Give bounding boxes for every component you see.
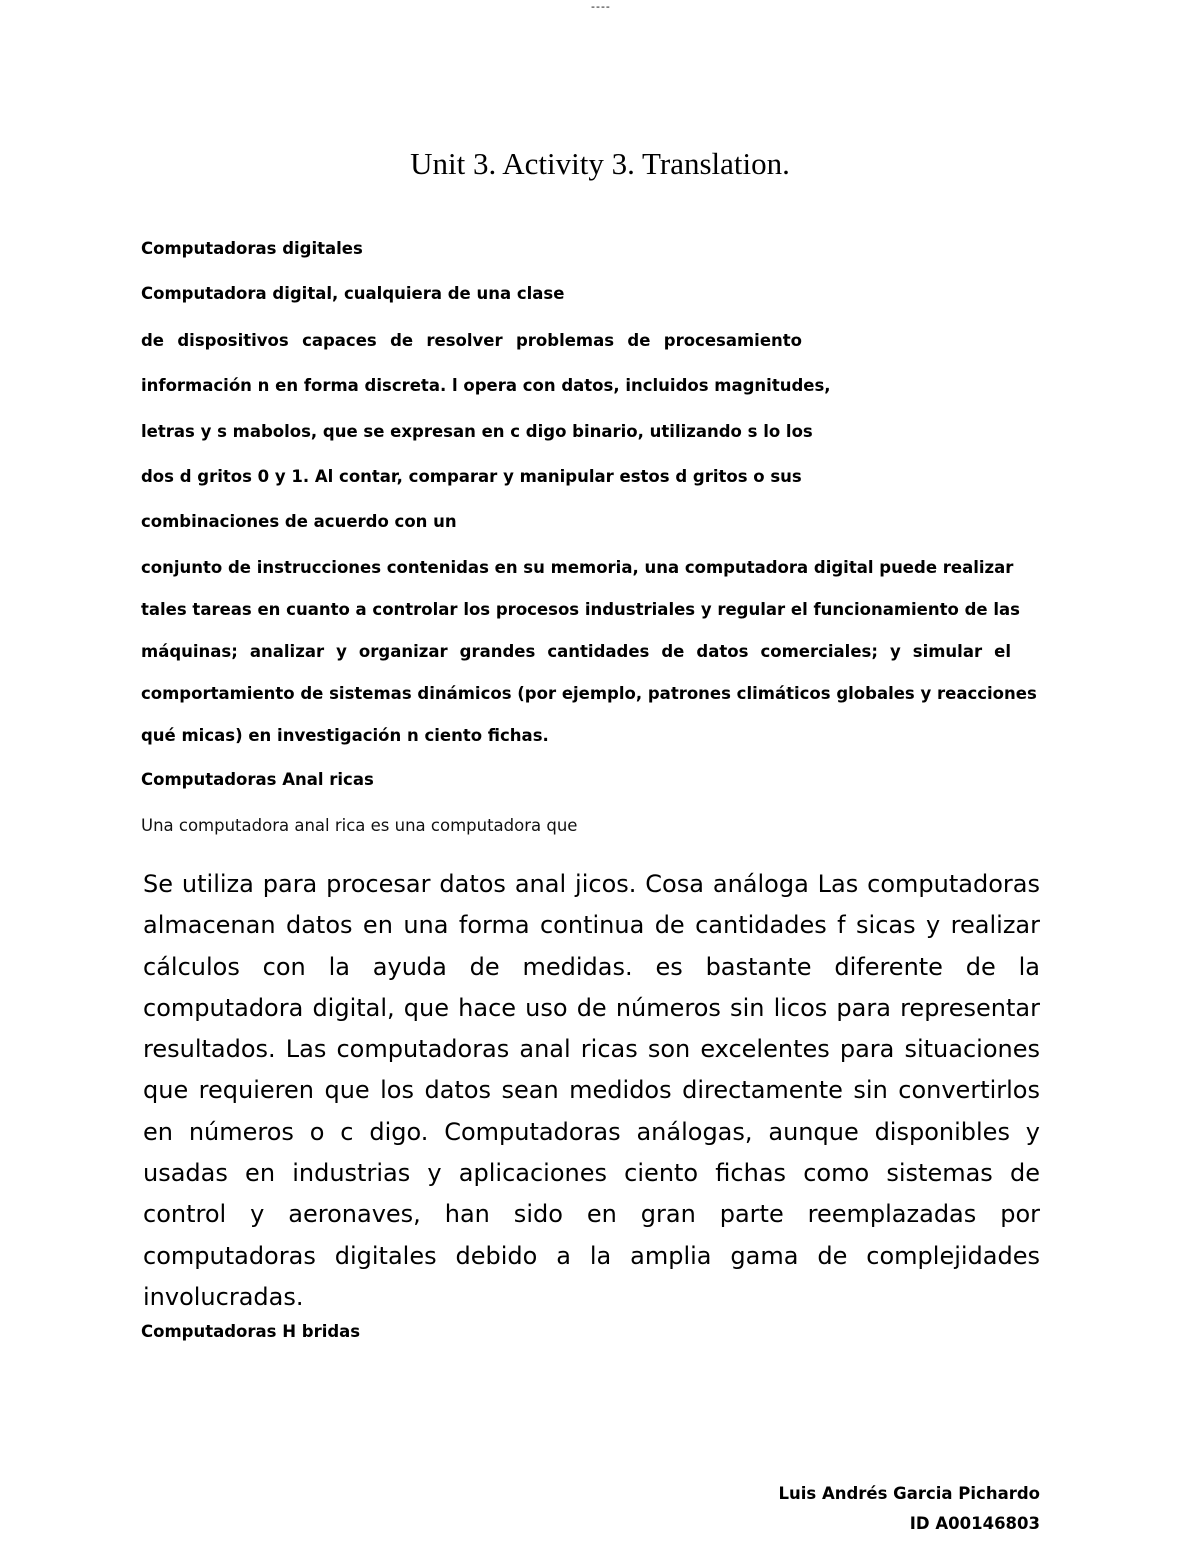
paragraph-line: conjunto de instrucciones contenidas en su memoria, una computadora digital puede realizar [141,558,1014,577]
paragraph-line: información n en forma discreta. l opera con datos, incluidos magnitudes, [141,376,831,395]
header-mark: ---- [591,0,611,13]
paragraph-line: tales tareas en cuanto a controlar los procesos industriales y regular el funcionamiento de las [141,600,1020,619]
paragraph-line: de dispositivos capaces de resolver problemas de procesamiento [141,331,802,350]
paragraph-line: Computadora digital, cualquiera de una clase [141,284,565,303]
paragraph-line: comportamiento de sistemas dinámicos (por ejemplo, patrones climáticos globales y reacciones [141,684,1037,703]
analog-paragraph: Se utiliza para procesar datos anal jicos. Cosa análoga Las computadoras almacenan datos en una forma continua de cantidades f sicas y realizar cálculos con la ayuda de medidas. es bastante diferente de la computadora digital, que hace uso de números sin licos para representar resultados. Las computadoras anal ricas son excelentes para situaciones que requieren que los datos sean medidos directamente sin convertirlos en números o c digo. Computadoras análogas, aunque disponibles y usadas en industrias y aplicaciones ciento fichas como sistemas de control y aeronaves, han sido en gran parte reemplazadas por computadoras digitales debido a la amplia gama de complejidades involucradas. [143,870,1040,1311]
author-id: ID A00146803 [909,1514,1040,1533]
author-name: Luis Andrés Garcia Pichardo [778,1484,1040,1503]
paragraph-line: dos d gritos 0 y 1. Al contar, comparar y manipular estos d gritos o sus [141,467,802,486]
paragraph-line: qué micas) en investigación n ciento fichas. [141,726,549,745]
section-heading-hybrid: Computadoras H bridas [141,1322,361,1341]
section-heading-digital: Computadoras digitales [141,239,363,258]
paragraph-line: máquinas; analizar y organizar grandes cantidades de datos comerciales; y simular el [141,642,1011,661]
paragraph-line: letras y s mabolos, que se expresan en c digo binario, utilizando s lo los [141,422,813,441]
section-heading-analog: Computadoras Anal ricas [141,770,374,789]
page-title: Unit 3. Activity 3. Translation. [410,146,790,181]
paragraph-line: Una computadora anal rica es una computadora que [141,816,578,835]
paragraph-line: combinaciones de acuerdo con un [141,512,457,531]
